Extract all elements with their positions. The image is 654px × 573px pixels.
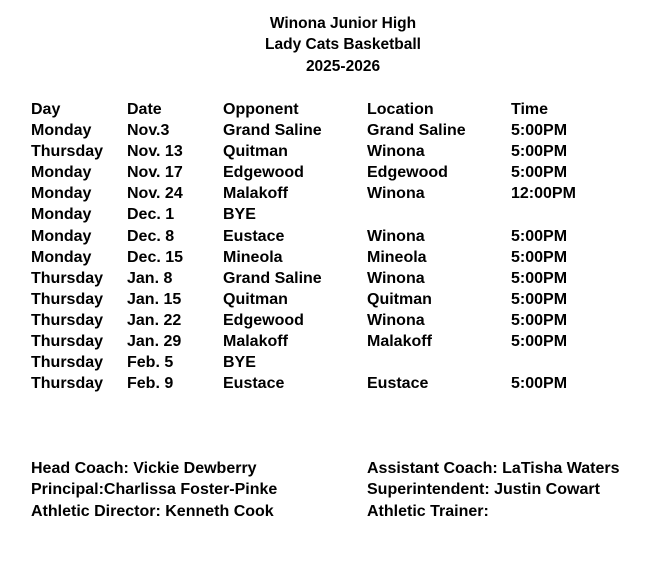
cell-date: Dec. 8 bbox=[127, 227, 175, 245]
cell-time: 5:00PM bbox=[511, 227, 568, 245]
cell-date: Jan. 15 bbox=[127, 290, 182, 308]
cell-time: 5:00PM bbox=[511, 248, 568, 266]
cell-opponent: Quitman bbox=[223, 290, 288, 308]
cell-location: Malakoff bbox=[367, 333, 432, 351]
column-header-date: Date bbox=[127, 101, 162, 118]
cell-date: Nov. 13 bbox=[127, 143, 183, 161]
cell-date: Nov. 24 bbox=[127, 185, 183, 203]
cell-opponent: Edgewood bbox=[223, 164, 304, 182]
cell-location: Eustace bbox=[367, 375, 429, 393]
cell-opponent: Malakoff bbox=[223, 333, 288, 351]
column-header-opponent: Opponent bbox=[223, 101, 299, 118]
cell-location: Winona bbox=[367, 185, 425, 203]
assistant-coach: Assistant Coach: LaTisha Waters bbox=[367, 460, 620, 477]
cell-day: Monday bbox=[31, 164, 92, 182]
athletic-trainer: Athletic Trainer: bbox=[367, 503, 489, 520]
cell-time: 5:00PM bbox=[511, 333, 568, 351]
cell-time: 5:00PM bbox=[511, 375, 568, 393]
cell-date: Feb. 9 bbox=[127, 375, 174, 393]
cell-opponent: Malakoff bbox=[223, 185, 288, 203]
athletic-director: Athletic Director: Kenneth Cook bbox=[31, 503, 274, 520]
cell-location: Winona bbox=[367, 227, 425, 245]
column-header-day: Day bbox=[31, 101, 61, 118]
superintendent: Superintendent: Justin Cowart bbox=[367, 481, 600, 498]
cell-day: Monday bbox=[31, 206, 92, 224]
cell-day: Thursday bbox=[31, 290, 104, 308]
cell-opponent: Grand Saline bbox=[223, 122, 322, 140]
cell-time: 5:00PM bbox=[511, 122, 568, 140]
cell-date: Jan. 8 bbox=[127, 269, 173, 287]
cell-location: Edgewood bbox=[367, 164, 448, 182]
cell-date: Nov. 17 bbox=[127, 164, 183, 182]
cell-day: Thursday bbox=[31, 375, 104, 393]
cell-time: 5:00PM bbox=[511, 269, 568, 287]
principal: Principal:Charlissa Foster-Pinke bbox=[31, 481, 278, 498]
cell-day: Thursday bbox=[31, 354, 104, 372]
cell-date: Dec. 1 bbox=[127, 206, 175, 224]
team-name: Lady Cats Basketball bbox=[265, 36, 421, 53]
cell-day: Monday bbox=[31, 122, 92, 140]
cell-location: Quitman bbox=[367, 290, 432, 308]
cell-day: Thursday bbox=[31, 333, 104, 351]
cell-date: Feb. 5 bbox=[127, 354, 174, 372]
cell-location: Winona bbox=[367, 143, 425, 161]
head-coach: Head Coach: Vickie Dewberry bbox=[31, 460, 257, 477]
cell-opponent: Eustace bbox=[223, 375, 285, 393]
cell-location: Winona bbox=[367, 269, 425, 287]
cell-opponent: Grand Saline bbox=[223, 269, 322, 287]
cell-day: Thursday bbox=[31, 143, 104, 161]
cell-date: Dec. 15 bbox=[127, 248, 184, 266]
cell-opponent: Quitman bbox=[223, 143, 288, 161]
season: 2025-2026 bbox=[305, 58, 381, 75]
cell-day: Thursday bbox=[31, 269, 104, 287]
cell-date: Nov.3 bbox=[127, 122, 170, 140]
column-header-location: Location bbox=[367, 101, 434, 118]
cell-day: Monday bbox=[31, 227, 92, 245]
cell-location: Winona bbox=[367, 311, 425, 329]
cell-location: Mineola bbox=[367, 248, 427, 266]
cell-location: Grand Saline bbox=[367, 122, 466, 140]
cell-date: Jan. 22 bbox=[127, 311, 182, 329]
cell-time: 5:00PM bbox=[511, 290, 568, 308]
column-header-time: Time bbox=[511, 101, 549, 118]
cell-opponent: BYE bbox=[223, 354, 256, 372]
cell-day: Monday bbox=[31, 185, 92, 203]
cell-time: 12:00PM bbox=[511, 185, 576, 203]
cell-opponent: Edgewood bbox=[223, 311, 304, 329]
school-name: Winona Junior High bbox=[269, 15, 417, 32]
cell-time: 5:00PM bbox=[511, 311, 568, 329]
cell-opponent: Eustace bbox=[223, 227, 285, 245]
cell-time: 5:00PM bbox=[511, 143, 568, 161]
cell-opponent: BYE bbox=[223, 206, 256, 224]
cell-opponent: Mineola bbox=[223, 248, 283, 266]
cell-time: 5:00PM bbox=[511, 164, 568, 182]
cell-day: Monday bbox=[31, 248, 92, 266]
cell-day: Thursday bbox=[31, 311, 104, 329]
cell-date: Jan. 29 bbox=[127, 333, 182, 351]
